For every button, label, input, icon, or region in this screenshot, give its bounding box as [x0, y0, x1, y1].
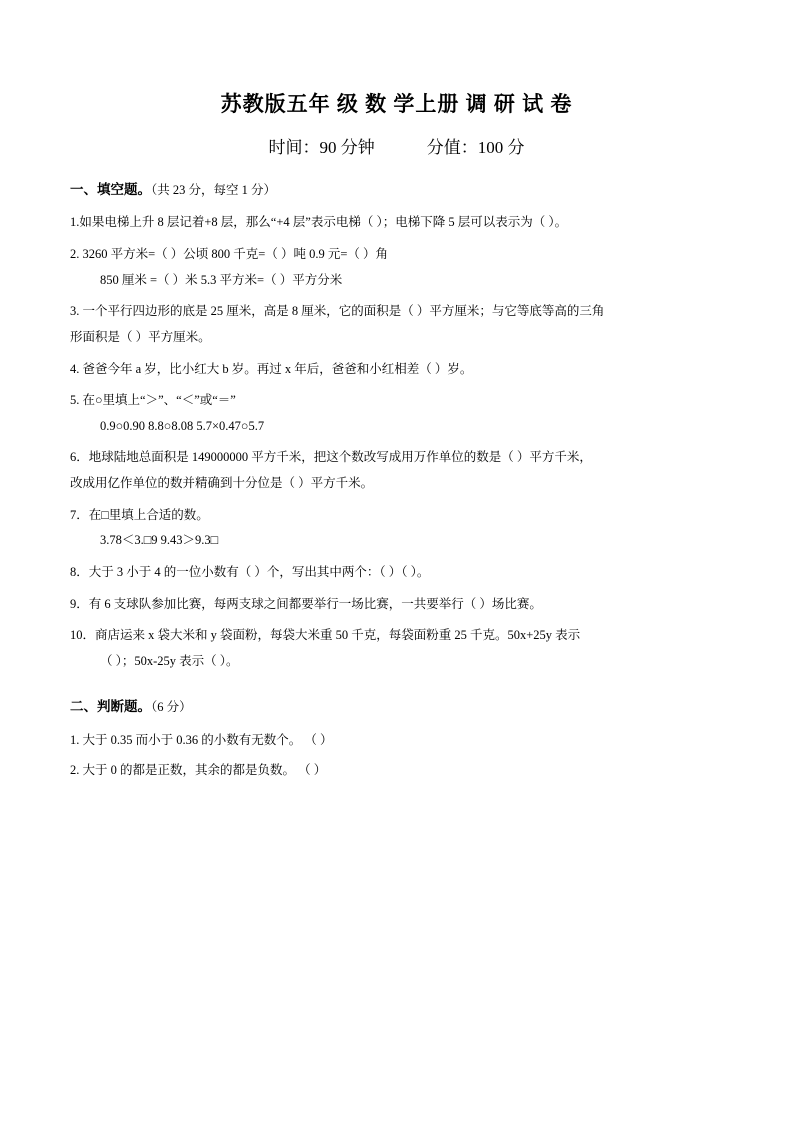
- question-text: 1. 大于 0.35 而小于 0.36 的小数有无数个。 （ ）: [70, 732, 333, 747]
- section-heading-fill-in-blank: [70, 179, 723, 201]
- section1-weight: （共 23 分，每空 1 分）: [151, 182, 277, 197]
- question-text: 9．有 6 支球队参加比赛，每两支球之间都要举行一场比赛，一共要举行（ ）场比赛。: [70, 596, 542, 611]
- exam-duration: 时间：90 分钟: [268, 137, 375, 157]
- question-text: 2. 3260 平方米=（ ）公顷 800 千克=（ ）吨 0.9 元=（ ）角: [70, 247, 389, 261]
- question-text: 8．大于 3 小于 4 的一位小数有（ ）个，写出其中两个：（ ）（ ）。: [70, 564, 430, 579]
- question-item: [70, 299, 723, 350]
- question-text-line2: 0.9○0.90 8.8○8.08 5.7×0.47○5.7: [100, 418, 265, 433]
- question-item: [70, 758, 723, 784]
- page-title: 苏教版五年 级 数 学上册 调 研 试 卷: [220, 92, 573, 116]
- exam-meta: [70, 134, 723, 161]
- question-item: [70, 560, 723, 586]
- question-item: [70, 623, 723, 674]
- question-item: [70, 357, 723, 383]
- question-item: [70, 242, 723, 293]
- question-item: [70, 388, 723, 439]
- exam-total-score: 分值：100 分: [426, 137, 525, 157]
- question-item: [70, 210, 723, 236]
- question-text: 1.如果电梯上升 8 层记着+8 层，那么“+4 层”表示电梯（ ）；电梯下降 5 层可以表示为（ ）。: [70, 215, 568, 230]
- question-text: 6．地球陆地总面积是 149000000 平方千米，把这个数改写成用万作单位的数是（ ）平方千米，: [70, 450, 592, 465]
- section-heading-true-false: [70, 696, 723, 718]
- question-text: 4. 爸爸今年 a 岁，比小红大 b 岁。再过 x 年后，爸爸和小红相差（ ）岁。: [70, 361, 473, 376]
- section2-weight: （6 分）: [151, 700, 192, 715]
- question-text: 7．在□里填上合适的数。: [70, 507, 209, 522]
- question-text-line2: 850 厘米 =（ ）米 5.3 平方米=（ ）平方分米: [100, 272, 343, 287]
- question-item: [70, 592, 723, 618]
- question-text: 3. 一个平行四边形的底是 25 厘米，高是 8 厘米，它的面积是（ ）平方厘米；与它等底等高的三角: [70, 304, 605, 319]
- question-item: [70, 445, 723, 496]
- question-text: 2. 大于 0 的都是正数，其余的都是负数。 （ ）: [70, 762, 327, 777]
- question-text-line2: 3.78＜3.□9 9.43＞9.3□: [100, 533, 219, 548]
- question-item: [70, 728, 723, 754]
- section1-title: 一、填空题。: [70, 181, 151, 197]
- question-text-line2: 形面积是（ ）平方厘米。: [70, 329, 211, 344]
- question-item: [70, 503, 723, 554]
- question-text: 5. 在○里填上“＞”、“＜”或“＝”: [70, 393, 236, 408]
- question-text-line2: 改成用亿作单位的数并精确到十分位是（ ）平方千米。: [70, 476, 374, 490]
- question-text-line2: （ ）；50x-25y 表示（ ）。: [100, 653, 239, 668]
- section2-title: 二、判断题。: [70, 699, 151, 715]
- question-text: 10．商店运来 x 袋大米和 y 袋面粉，每袋大米重 50 千克，每袋面粉重 25 千克。50x+25y 表示: [70, 628, 581, 643]
